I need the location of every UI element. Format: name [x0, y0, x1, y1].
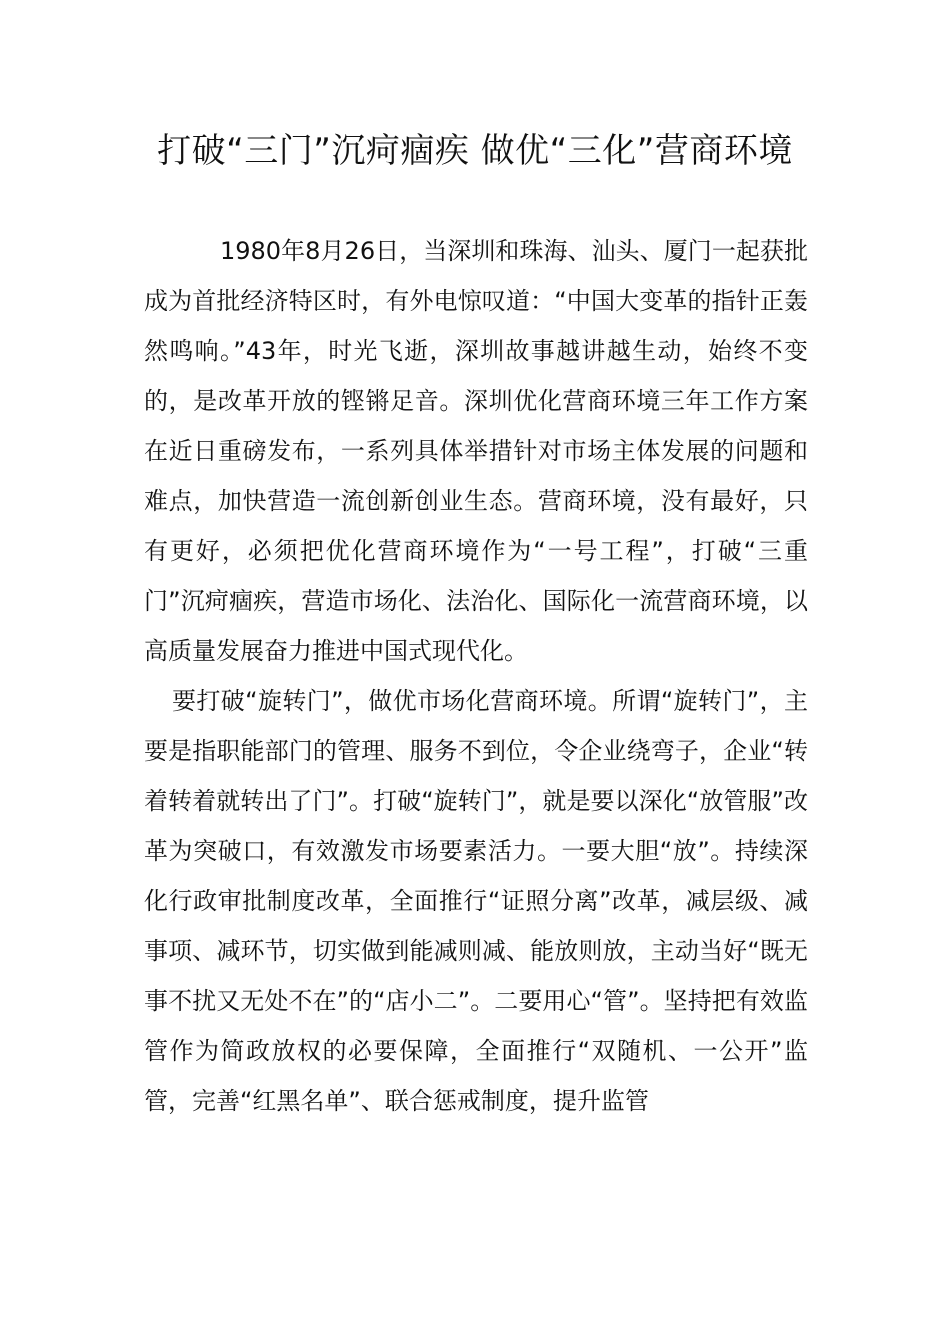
- document-body: [144, 226, 808, 1126]
- document-title: 打破“三门”沉疴痼疾 做优“三化”营商环境: [157, 131, 793, 171]
- paragraph-revolving-door: 要打破“旋转门”，做优市场化营商环境。所谓“旋转门”，主要是指职能部门的管理、服务不到位，令企业绕弯子，企业“转着转着就转出了门”。打破“旋转门”，就是要以深化“放管服”改革为突破口，有效激发市场要素活力。一要大胆“放”。持续深化行政审批制度改革，全面推行“证照分离”改革，减层级、减事项、减环节，切实做到能减则减、能放则放，主动当好“既无事不扰又无处不在”的“店小二”。二要用心“管”。坚持把有效监管作为简政放权的必要保障，全面推行“双随机、一公开”监管，完善“红黑名单”、联合惩戒制度，提升监管: [144, 687, 808, 1115]
- paragraph-intro: 1980年8月26日，当深圳和珠海、汕头、厦门一起获批成为首批经济特区时，有外电惊叹道：“中国大变革的指针正轰然鸣响。”43年，时光飞逝，深圳故事越讲越生动，始终不变的，是改革开放的铿锵足音。深圳优化营商环境三年工作方案在近日重磅发布，一系列具体举措针对市场主体发展的问题和难点，加快营造一流创新创业生态。营商环境，没有最好，只有更好，必须把优化营商环境作为“一号工程”，打破“三重门”沉疴痼疾，营造市场化、法治化、国际化一流营商环境，以高质量发展奋力推进中国式现代化。: [144, 237, 808, 665]
